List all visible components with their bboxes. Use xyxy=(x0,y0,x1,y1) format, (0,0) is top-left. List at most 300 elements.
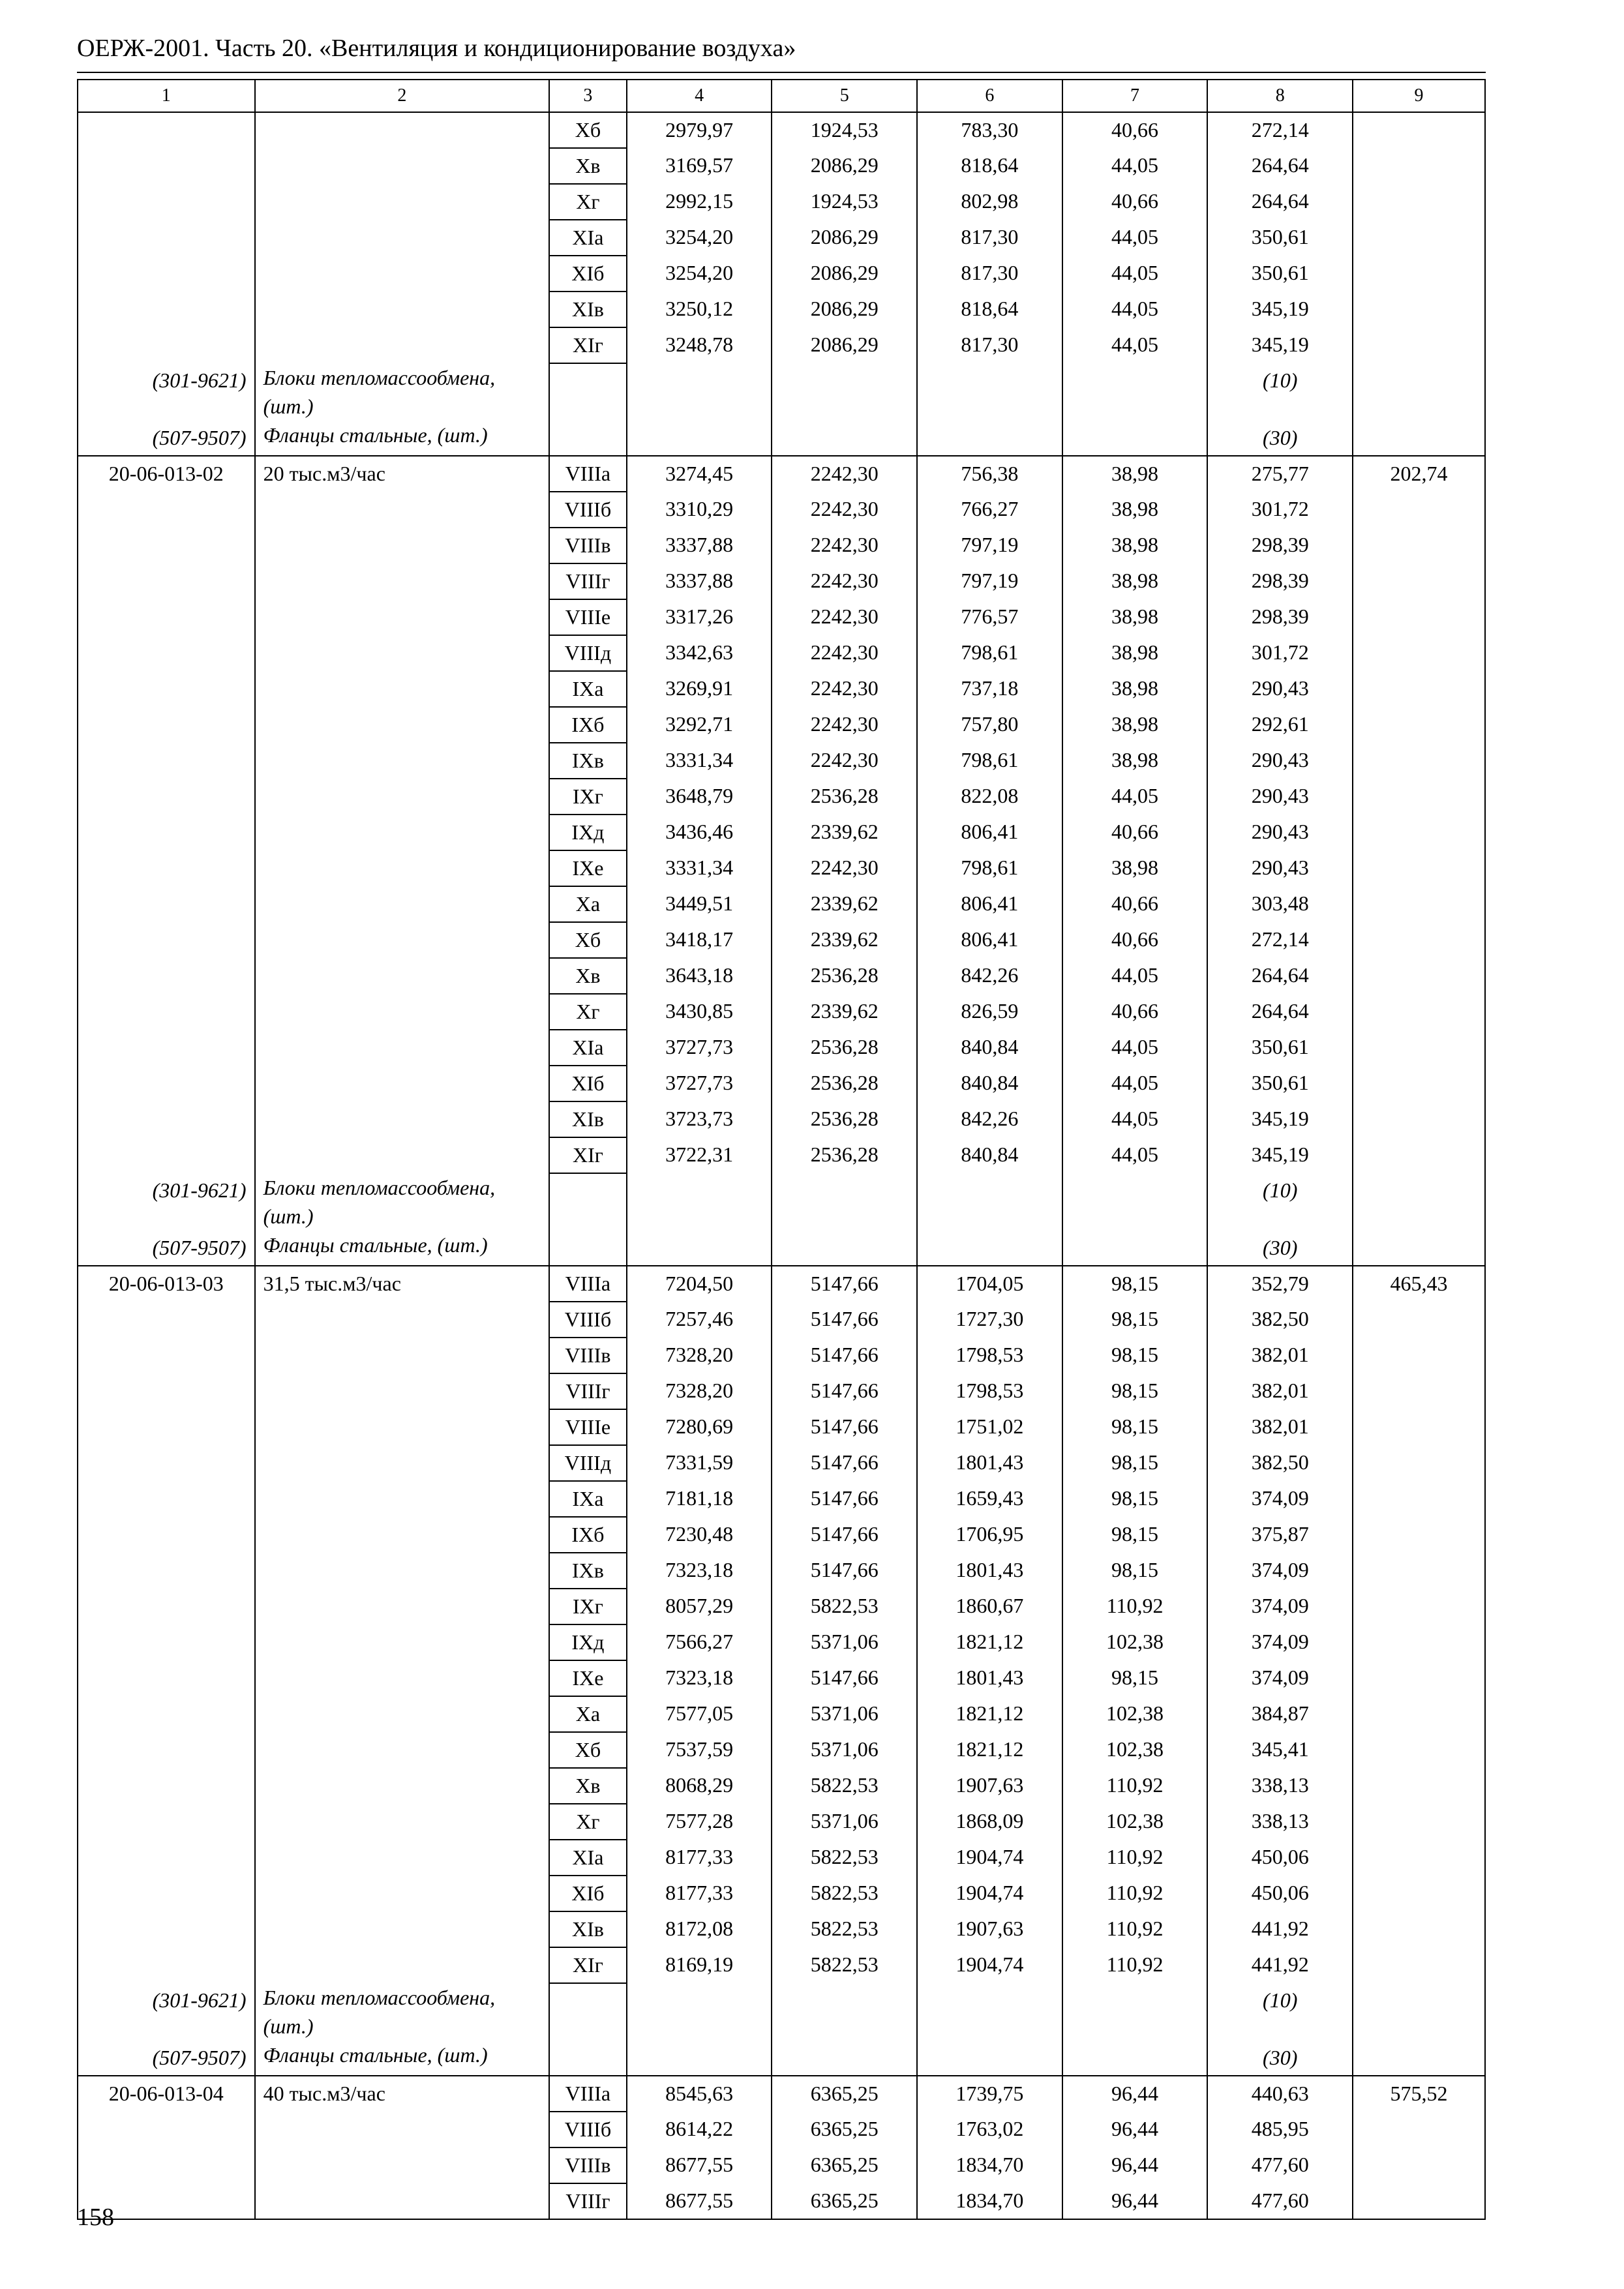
col9-value xyxy=(1353,922,1485,958)
col9-value: 465,43 xyxy=(1353,1266,1485,1302)
table-row xyxy=(78,1481,1485,1517)
col9-value xyxy=(1353,1624,1485,1660)
rate-name xyxy=(255,1696,550,1732)
empty-cell xyxy=(1353,1983,1485,2041)
col9-value xyxy=(1353,958,1485,994)
empty-cell xyxy=(1353,1231,1485,1266)
table-row xyxy=(78,1101,1485,1137)
col8-value: 290,43 xyxy=(1207,779,1353,815)
col8-value: 264,64 xyxy=(1207,958,1353,994)
col5-value: 5147,66 xyxy=(772,1660,917,1696)
col9-value xyxy=(1353,1338,1485,1373)
col5-value: 5371,06 xyxy=(772,1732,917,1768)
col5-value: 5822,53 xyxy=(772,1911,917,1947)
col5-value: 2242,30 xyxy=(772,599,917,635)
col3-value: XIа xyxy=(549,220,627,256)
col6-value: 1751,02 xyxy=(917,1409,1062,1445)
rate-name: 40 тыс.м3/час xyxy=(255,2076,550,2112)
empty-cell xyxy=(1062,1231,1208,1266)
rate-name xyxy=(255,256,550,292)
table-row xyxy=(78,1840,1485,1876)
empty-cell xyxy=(772,2041,917,2076)
col4-value: 3254,20 xyxy=(627,256,772,292)
rate-name xyxy=(255,327,550,363)
col3-value: VIIIа xyxy=(549,2076,627,2112)
col3-value: VIIIе xyxy=(549,1409,627,1445)
col8-value: 290,43 xyxy=(1207,743,1353,779)
col9-value xyxy=(1353,1517,1485,1553)
col9-value: 202,74 xyxy=(1353,456,1485,492)
col8-value: 345,41 xyxy=(1207,1732,1353,1768)
col6-value: 806,41 xyxy=(917,886,1062,922)
table-row xyxy=(78,815,1485,850)
col7-value: 38,98 xyxy=(1062,707,1208,743)
col4-value: 3727,73 xyxy=(627,1066,772,1101)
table-row xyxy=(78,492,1485,528)
empty-cell xyxy=(1353,2041,1485,2076)
col5-value: 5822,53 xyxy=(772,1589,917,1624)
col6-value: 817,30 xyxy=(917,220,1062,256)
rate-name xyxy=(255,1101,550,1137)
rate-code xyxy=(78,1101,255,1137)
col8-value: 272,14 xyxy=(1207,112,1353,148)
col9-value xyxy=(1353,1911,1485,1947)
rate-code xyxy=(78,1768,255,1804)
col8-value: 477,60 xyxy=(1207,2147,1353,2183)
table-row xyxy=(78,2147,1485,2183)
table-row xyxy=(78,1066,1485,1101)
empty-cell xyxy=(772,1231,917,1266)
col4-value: 3254,20 xyxy=(627,220,772,256)
resource-name: Фланцы стальные, (шт.) xyxy=(255,1231,550,1266)
col9-value xyxy=(1353,850,1485,886)
col5-value: 2536,28 xyxy=(772,958,917,994)
resource-note-row xyxy=(78,1173,1485,1231)
col8-value: 450,06 xyxy=(1207,1876,1353,1911)
col6-value: 840,84 xyxy=(917,1066,1062,1101)
col3-value: VIIIд xyxy=(549,1445,627,1481)
col6-value: 1801,43 xyxy=(917,1445,1062,1481)
col3-value: IХе xyxy=(549,1660,627,1696)
rate-code xyxy=(78,292,255,327)
table-row xyxy=(78,528,1485,563)
column-header-1: 1 xyxy=(78,80,255,112)
col4-value: 3331,34 xyxy=(627,850,772,886)
col6-value: 797,19 xyxy=(917,528,1062,563)
rate-name xyxy=(255,1768,550,1804)
col6-value: 1904,74 xyxy=(917,1840,1062,1876)
col3-value: XIб xyxy=(549,256,627,292)
col9-value xyxy=(1353,1768,1485,1804)
col7-value: 102,38 xyxy=(1062,1624,1208,1660)
empty-cell xyxy=(917,1231,1062,1266)
col4-value: 7323,18 xyxy=(627,1553,772,1589)
col6-value: 766,27 xyxy=(917,492,1062,528)
col9-value xyxy=(1353,1445,1485,1481)
table-row xyxy=(78,456,1485,492)
col8-value: 382,50 xyxy=(1207,1445,1353,1481)
col8-value: 345,19 xyxy=(1207,1101,1353,1137)
col7-value: 110,92 xyxy=(1062,1876,1208,1911)
empty-cell xyxy=(549,1173,627,1231)
col9-value xyxy=(1353,1409,1485,1445)
table-row xyxy=(78,1804,1485,1840)
col6-value: 1860,67 xyxy=(917,1589,1062,1624)
col5-value: 2086,29 xyxy=(772,327,917,363)
col8-value: 374,09 xyxy=(1207,1481,1353,1517)
empty-cell xyxy=(1353,1173,1485,1231)
col5-value: 1924,53 xyxy=(772,184,917,220)
col4-value: 7577,05 xyxy=(627,1696,772,1732)
col9-value xyxy=(1353,220,1485,256)
col9-value xyxy=(1353,1137,1485,1173)
col9-value xyxy=(1353,1553,1485,1589)
col5-value: 5147,66 xyxy=(772,1302,917,1338)
table-row xyxy=(78,2112,1485,2147)
col7-value: 98,15 xyxy=(1062,1553,1208,1589)
col5-value: 2086,29 xyxy=(772,220,917,256)
rate-name: 31,5 тыс.м3/час xyxy=(255,1266,550,1302)
rate-code xyxy=(78,1445,255,1481)
page-number: 158 xyxy=(77,2204,114,2231)
col5-value: 2086,29 xyxy=(772,256,917,292)
rate-code xyxy=(78,1137,255,1173)
col5-value: 2086,29 xyxy=(772,148,917,184)
rate-name xyxy=(255,1589,550,1624)
empty-cell xyxy=(917,363,1062,421)
table-row xyxy=(78,599,1485,635)
col5-value: 5147,66 xyxy=(772,1553,917,1589)
resource-qty: (10) xyxy=(1207,1173,1353,1231)
empty-cell xyxy=(549,421,627,456)
resource-note-row xyxy=(78,421,1485,456)
col5-value: 5147,66 xyxy=(772,1373,917,1409)
col5-value: 2536,28 xyxy=(772,779,917,815)
resource-name: Фланцы стальные, (шт.) xyxy=(255,421,550,456)
col3-value: Ха xyxy=(549,886,627,922)
col8-value: 264,64 xyxy=(1207,994,1353,1030)
rate-name xyxy=(255,528,550,563)
col3-value: VIIIе xyxy=(549,599,627,635)
col4-value: 3643,18 xyxy=(627,958,772,994)
col3-value: VIIIа xyxy=(549,1266,627,1302)
col9-value xyxy=(1353,1373,1485,1409)
col6-value: 840,84 xyxy=(917,1030,1062,1066)
col8-value: 301,72 xyxy=(1207,635,1353,671)
empty-cell xyxy=(627,1983,772,2041)
col3-value: Хв xyxy=(549,958,627,994)
empty-cell xyxy=(549,2041,627,2076)
col5-value: 2242,30 xyxy=(772,563,917,599)
col8-value: 374,09 xyxy=(1207,1660,1353,1696)
table-row xyxy=(78,148,1485,184)
rate-name xyxy=(255,148,550,184)
col8-value: 264,64 xyxy=(1207,184,1353,220)
col4-value: 2992,15 xyxy=(627,184,772,220)
col6-value: 818,64 xyxy=(917,292,1062,327)
col4-value: 3418,17 xyxy=(627,922,772,958)
col6-value: 802,98 xyxy=(917,184,1062,220)
col8-value: 338,13 xyxy=(1207,1768,1353,1804)
col3-value: VIIIб xyxy=(549,492,627,528)
col3-value: VIIIв xyxy=(549,2147,627,2183)
col9-value xyxy=(1353,1804,1485,1840)
col7-value: 110,92 xyxy=(1062,1589,1208,1624)
table-row xyxy=(78,1768,1485,1804)
col6-value: 1659,43 xyxy=(917,1481,1062,1517)
col4-value: 7181,18 xyxy=(627,1481,772,1517)
col4-value: 7204,50 xyxy=(627,1266,772,1302)
col3-value: Хг xyxy=(549,1804,627,1840)
col4-value: 7328,20 xyxy=(627,1338,772,1373)
col5-value: 5822,53 xyxy=(772,1947,917,1983)
resource-qty: (10) xyxy=(1207,363,1353,421)
col9-value xyxy=(1353,256,1485,292)
col4-value: 3317,26 xyxy=(627,599,772,635)
col7-value: 44,05 xyxy=(1062,779,1208,815)
rate-name xyxy=(255,958,550,994)
col8-value: 338,13 xyxy=(1207,1804,1353,1840)
col6-value: 757,80 xyxy=(917,707,1062,743)
col9-value xyxy=(1353,148,1485,184)
resource-qty: (10) xyxy=(1207,1983,1353,2041)
col5-value: 2339,62 xyxy=(772,922,917,958)
col4-value: 8614,22 xyxy=(627,2112,772,2147)
rate-name xyxy=(255,850,550,886)
resource-qty: (30) xyxy=(1207,1231,1353,1266)
col4-value: 3722,31 xyxy=(627,1137,772,1173)
col8-value: 345,19 xyxy=(1207,1137,1353,1173)
col6-value: 783,30 xyxy=(917,112,1062,148)
col8-value: 345,19 xyxy=(1207,327,1353,363)
rate-name xyxy=(255,1066,550,1101)
col4-value: 3337,88 xyxy=(627,528,772,563)
page-header-title: ОЕРЖ-2001. Часть 20. «Вентиляция и кондиционирование воздуха» xyxy=(77,35,796,62)
col9-value xyxy=(1353,1840,1485,1876)
col4-value: 3269,91 xyxy=(627,671,772,707)
resource-note-row xyxy=(78,363,1485,421)
table-row xyxy=(78,671,1485,707)
col3-value: Ха xyxy=(549,1696,627,1732)
col7-value: 44,05 xyxy=(1062,327,1208,363)
col4-value: 7323,18 xyxy=(627,1660,772,1696)
table-row xyxy=(78,850,1485,886)
rate-code xyxy=(78,1066,255,1101)
empty-cell xyxy=(1062,421,1208,456)
col3-value: VIIIг xyxy=(549,1373,627,1409)
col6-value: 776,57 xyxy=(917,599,1062,635)
col4-value: 3436,46 xyxy=(627,815,772,850)
table-row xyxy=(78,1266,1485,1302)
rate-name xyxy=(255,707,550,743)
rate-name xyxy=(255,1445,550,1481)
table-row xyxy=(78,1302,1485,1338)
col6-value: 798,61 xyxy=(917,743,1062,779)
col8-value: 374,09 xyxy=(1207,1624,1353,1660)
col3-value: IХа xyxy=(549,1481,627,1517)
rate-code xyxy=(78,922,255,958)
col4-value: 7537,59 xyxy=(627,1732,772,1768)
table-row xyxy=(78,1911,1485,1947)
col7-value: 98,15 xyxy=(1062,1338,1208,1373)
col7-value: 98,15 xyxy=(1062,1302,1208,1338)
col4-value: 8177,33 xyxy=(627,1876,772,1911)
rate-code xyxy=(78,815,255,850)
rate-name xyxy=(255,635,550,671)
col9-value xyxy=(1353,779,1485,815)
col4-value: 8057,29 xyxy=(627,1589,772,1624)
col7-value: 44,05 xyxy=(1062,1101,1208,1137)
empty-cell xyxy=(917,421,1062,456)
col7-value: 98,15 xyxy=(1062,1660,1208,1696)
rate-name xyxy=(255,671,550,707)
col4-value: 7328,20 xyxy=(627,1373,772,1409)
rate-name xyxy=(255,994,550,1030)
table-row xyxy=(78,1876,1485,1911)
col5-value: 5371,06 xyxy=(772,1696,917,1732)
col4-value: 3648,79 xyxy=(627,779,772,815)
col6-value: 1763,02 xyxy=(917,2112,1062,2147)
rate-code: 20-06-013-03 xyxy=(78,1266,255,1302)
col4-value: 3430,85 xyxy=(627,994,772,1030)
col8-value: 264,64 xyxy=(1207,148,1353,184)
col3-value: XIг xyxy=(549,1137,627,1173)
col7-value: 40,66 xyxy=(1062,922,1208,958)
col7-value: 98,15 xyxy=(1062,1266,1208,1302)
column-header-2: 2 xyxy=(255,80,550,112)
table-row xyxy=(78,994,1485,1030)
col3-value: XIв xyxy=(549,1911,627,1947)
empty-cell xyxy=(549,1983,627,2041)
col8-value: 477,60 xyxy=(1207,2183,1353,2219)
rate-name xyxy=(255,743,550,779)
col5-value: 2242,30 xyxy=(772,492,917,528)
rate-name xyxy=(255,1302,550,1338)
empty-cell xyxy=(917,1173,1062,1231)
rate-name xyxy=(255,1517,550,1553)
table-row xyxy=(78,292,1485,327)
col6-value: 1739,75 xyxy=(917,2076,1062,2112)
col8-value: 352,79 xyxy=(1207,1266,1353,1302)
rate-code xyxy=(78,563,255,599)
rate-code xyxy=(78,1589,255,1624)
rate-code xyxy=(78,327,255,363)
col4-value: 3342,63 xyxy=(627,635,772,671)
col4-value: 3250,12 xyxy=(627,292,772,327)
col5-value: 5371,06 xyxy=(772,1804,917,1840)
table-row xyxy=(78,922,1485,958)
col8-value: 350,61 xyxy=(1207,1030,1353,1066)
col8-value: 375,87 xyxy=(1207,1517,1353,1553)
col4-value: 3337,88 xyxy=(627,563,772,599)
empty-cell xyxy=(1062,1983,1208,2041)
col3-value: XIб xyxy=(549,1876,627,1911)
rate-name xyxy=(255,563,550,599)
col6-value: 1868,09 xyxy=(917,1804,1062,1840)
rate-name xyxy=(255,1373,550,1409)
col4-value: 8545,63 xyxy=(627,2076,772,2112)
col7-value: 38,98 xyxy=(1062,743,1208,779)
col9-value xyxy=(1353,707,1485,743)
col4-value: 3723,73 xyxy=(627,1101,772,1137)
col3-value: XIг xyxy=(549,327,627,363)
rate-code xyxy=(78,528,255,563)
col9-value xyxy=(1353,1302,1485,1338)
col6-value: 1727,30 xyxy=(917,1302,1062,1338)
col3-value: IХб xyxy=(549,1517,627,1553)
rate-code xyxy=(78,994,255,1030)
col9-value xyxy=(1353,1732,1485,1768)
col4-value: 8677,55 xyxy=(627,2147,772,2183)
table-row xyxy=(78,327,1485,363)
col6-value: 806,41 xyxy=(917,815,1062,850)
col3-value: XIв xyxy=(549,292,627,327)
rate-code xyxy=(78,1732,255,1768)
rate-name xyxy=(255,1732,550,1768)
col5-value: 5822,53 xyxy=(772,1840,917,1876)
table-row xyxy=(78,1732,1485,1768)
col5-value: 6365,25 xyxy=(772,2076,917,2112)
col5-value: 2242,30 xyxy=(772,850,917,886)
resource-code: (301-9621) xyxy=(78,363,255,421)
resource-code: (507-9507) xyxy=(78,2041,255,2076)
col7-value: 38,98 xyxy=(1062,528,1208,563)
rate-name xyxy=(255,1660,550,1696)
col8-value: 382,01 xyxy=(1207,1409,1353,1445)
empty-cell xyxy=(549,363,627,421)
col4-value: 3274,45 xyxy=(627,456,772,492)
col5-value: 2242,30 xyxy=(772,456,917,492)
col8-value: 290,43 xyxy=(1207,815,1353,850)
resource-note-row xyxy=(78,1231,1485,1266)
col9-value xyxy=(1353,327,1485,363)
rate-code xyxy=(78,1876,255,1911)
resource-name: Блоки тепломассообмена, (шт.) xyxy=(255,1173,550,1231)
rate-name xyxy=(255,292,550,327)
col6-value: 1798,53 xyxy=(917,1373,1062,1409)
rate-code: 20-06-013-04 xyxy=(78,2076,255,2112)
table-row xyxy=(78,1624,1485,1660)
resource-name: Фланцы стальные, (шт.) xyxy=(255,2041,550,2076)
rate-name xyxy=(255,184,550,220)
col9-value xyxy=(1353,184,1485,220)
rate-code xyxy=(78,184,255,220)
table-row xyxy=(78,1589,1485,1624)
col9-value xyxy=(1353,1481,1485,1517)
col5-value: 2242,30 xyxy=(772,635,917,671)
rate-code xyxy=(78,635,255,671)
col8-value: 298,39 xyxy=(1207,528,1353,563)
col3-value: Хв xyxy=(549,148,627,184)
col7-value: 98,15 xyxy=(1062,1481,1208,1517)
table-row xyxy=(78,707,1485,743)
col8-value: 275,77 xyxy=(1207,456,1353,492)
rate-code xyxy=(78,1553,255,1589)
col8-value: 303,48 xyxy=(1207,886,1353,922)
col5-value: 2086,29 xyxy=(772,292,917,327)
column-header-7: 7 xyxy=(1062,80,1208,112)
col7-value: 96,44 xyxy=(1062,2147,1208,2183)
table-row xyxy=(78,635,1485,671)
col3-value: IХв xyxy=(549,1553,627,1589)
empty-cell xyxy=(627,1231,772,1266)
col9-value xyxy=(1353,599,1485,635)
col7-value: 40,66 xyxy=(1062,886,1208,922)
col5-value: 6365,25 xyxy=(772,2183,917,2219)
col9-value xyxy=(1353,112,1485,148)
col9-value xyxy=(1353,671,1485,707)
col8-value: 301,72 xyxy=(1207,492,1353,528)
